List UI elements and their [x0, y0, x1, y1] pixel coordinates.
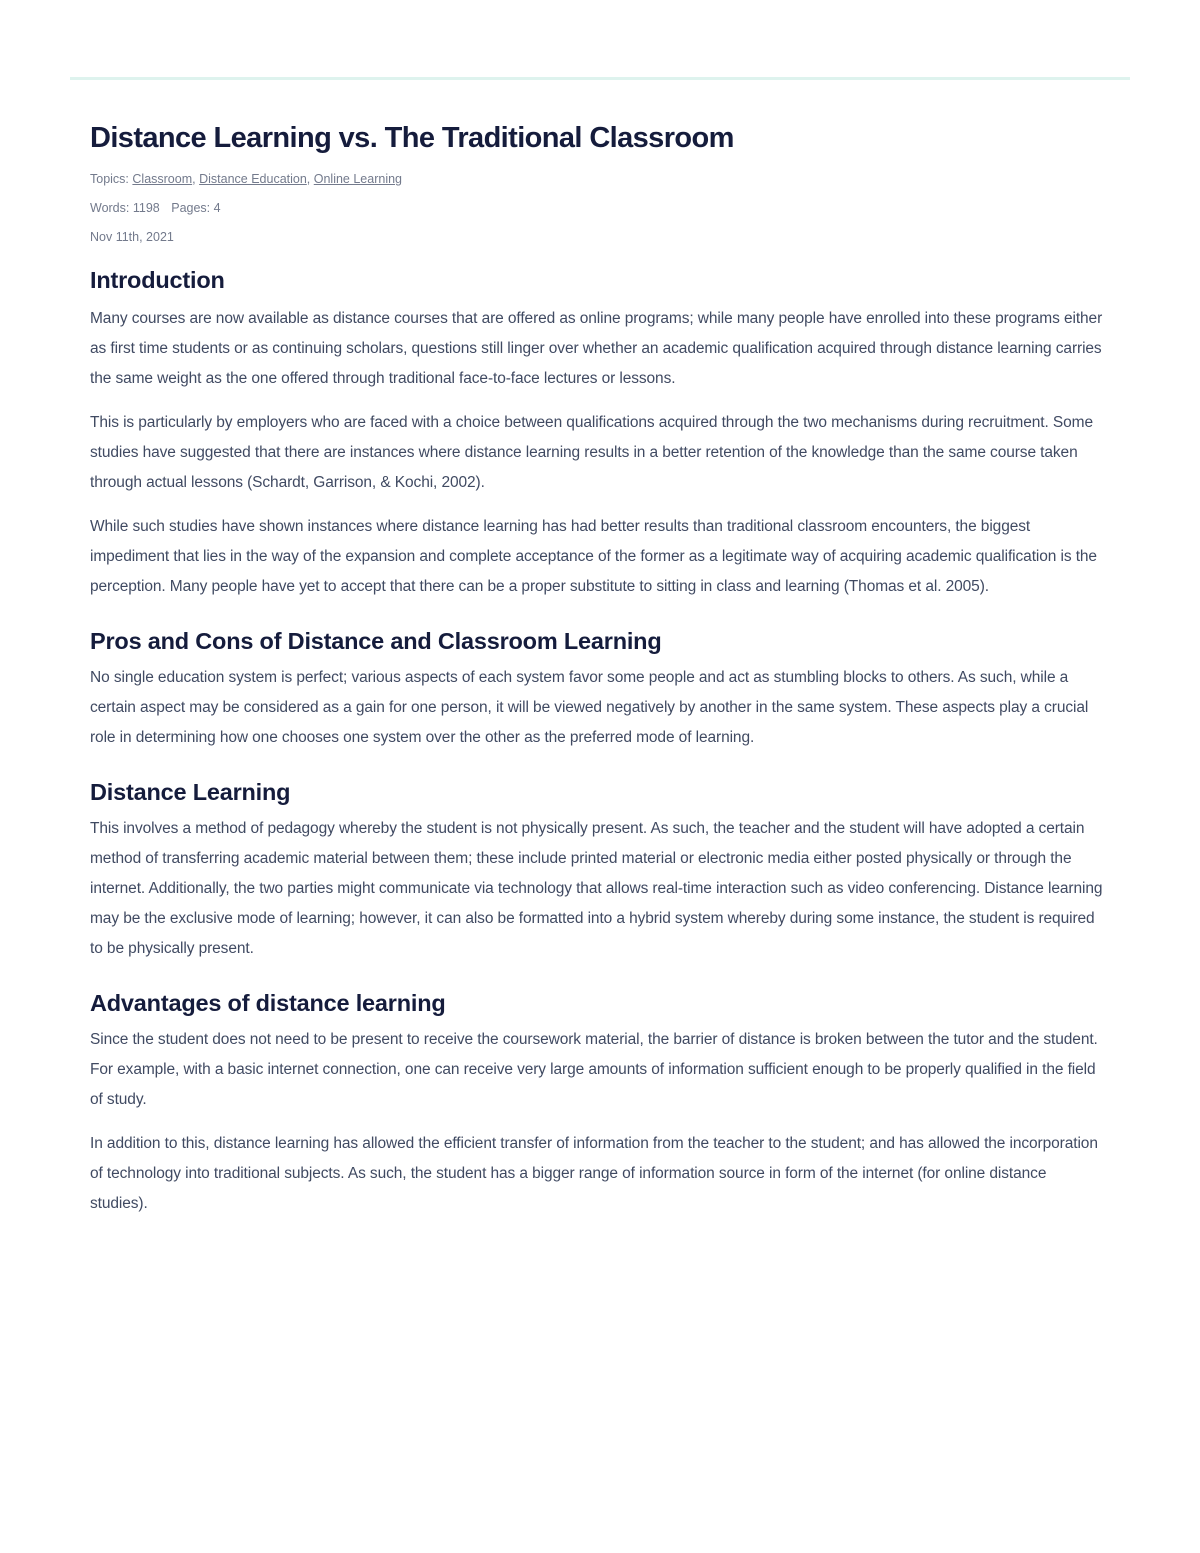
paragraph: No single education system is perfect; various aspects of each system favor some people and act as stumbling blocks to others. As such, while a certain aspect may be considered as a gain for one person, it will be viewed negatively by another in the same system. These aspects play a crucial role in determining how one chooses one system over the other as the preferred mode of learning.	[90, 669, 1089, 746]
pages-label: Pages:	[171, 201, 211, 215]
section-pros-and-cons	[90, 625, 1105, 753]
document-stats	[90, 200, 1105, 216]
section-distance-learning	[90, 776, 1105, 964]
words-label: Words:	[90, 201, 130, 215]
paragraph: Many courses are now available as distance courses that are offered as online programs; while many people have enrolled into these programs either as first time students or as continuing scholars, questions still linger over whether an academic qualification acquired through distance learning carries the same weight as the one offered through traditional face-to-face lectures or lessons.	[90, 310, 1103, 387]
section-advantages	[90, 987, 1105, 1219]
paragraph: While such studies have shown instances where distance learning has had better results than traditional classroom encounters, the biggest impediment that lies in the way of the expansion and complete acceptance of the former as a legitimate way of acquiring academic qualification is the perception. Many people have yet to accept that there can be a proper substitute to sitting in class and learning (Thomas et al. 2005).	[90, 518, 1097, 595]
publish-date: Nov 11th, 2021	[90, 230, 174, 244]
paragraph: This is particularly by employers who are faced with a choice between qualifications acquired through the two mechanisms during recruitment. Some studies have suggested that there are instances where distance learning results in a better retention of the knowledge than the same course taken through actual lessons (Schardt, Garrison, & Kochi, 2002).	[90, 414, 1093, 491]
topic-link-classroom[interactable]: Classroom	[132, 172, 193, 186]
page-count: 4	[213, 201, 221, 215]
paragraph: In addition to this, distance learning has allowed the efficient transfer of information from the teacher to the student; and has allowed the incorporation of technology into traditional subjects. As such, the student has a bigger range of information source in form of the internet (for online distance studies).	[90, 1135, 1098, 1212]
document-content	[90, 118, 1105, 1219]
page-title: Distance Learning vs. The Traditional Classroom	[90, 122, 734, 154]
section-introduction	[90, 264, 1105, 602]
section-heading: Introduction	[90, 267, 225, 293]
topic-link-online-learning[interactable]: Online Learning	[313, 172, 403, 186]
section-heading: Pros and Cons of Distance and Classroom Learning	[90, 628, 662, 654]
section-heading: Distance Learning	[90, 779, 291, 805]
word-count: 1198	[132, 201, 160, 215]
paragraph: Since the student does not need to be present to receive the coursework material, the barrier of distance is broken between the tutor and the student. For example, with a basic internet connection, one can receive very large amounts of information sufficient enough to be properly qualified in the field of study.	[90, 1031, 1098, 1108]
topic-link-distance-education[interactable]: Distance Education	[199, 172, 307, 186]
paragraph: This involves a method of pedagogy whereby the student is not physically present. As such, the teacher and the student will have adopted a certain method of transferring academic material between them; these include printed material or electronic media either posted physically or through the internet. Additionally, the two parties might communicate via technology that allows real-time interaction such as video conferencing. Distance learning may be the exclusive mode of learning; however, it can also be formatted into a hybrid system whereby during some instance, the student is required to be physically present.	[90, 820, 1103, 957]
topics-label: Topics:	[90, 172, 129, 186]
section-heading: Advantages of distance learning	[90, 990, 446, 1016]
top-divider	[70, 77, 1130, 80]
topics-line: Topics: Classroom, Distance Education, Online Learning	[90, 172, 403, 186]
